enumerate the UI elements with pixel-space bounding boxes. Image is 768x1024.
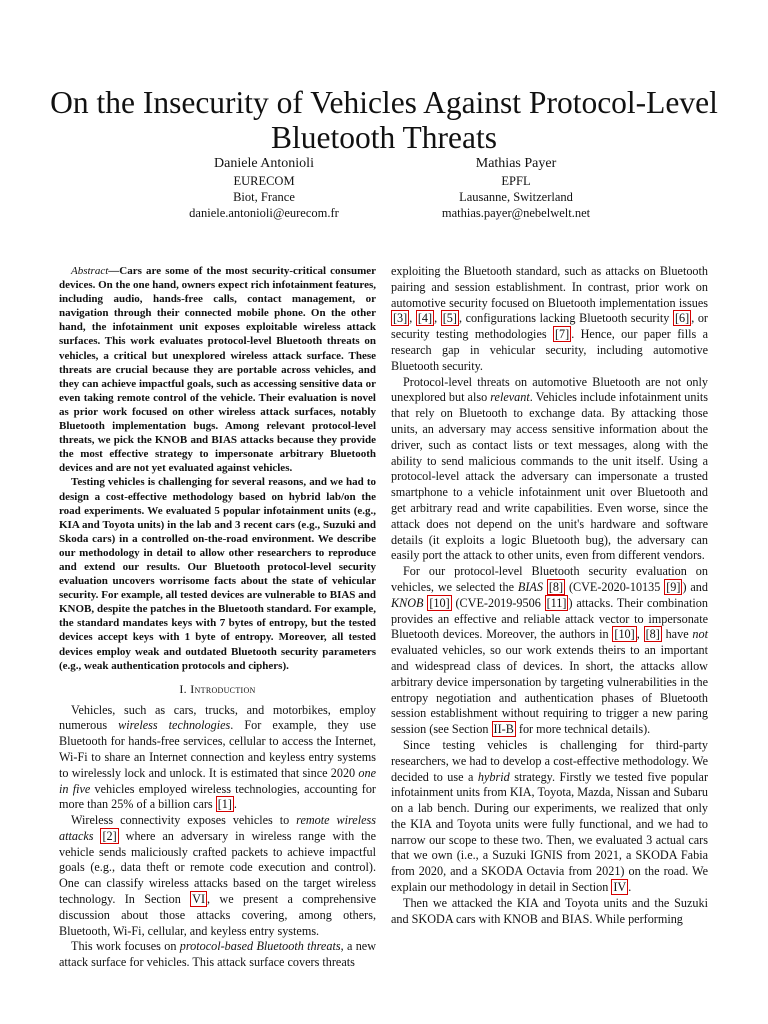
right-paragraph-3: For our protocol-level Bluetooth security evaluation on vehicles, we selected the BIAS [8] (CVE-2020-10135 [9] ) and KNOB [10] (CVE-2019-9506 [11] ) attacks. Their combination provides an effective and reliable attack vector to impersonate Bluetooth devices. Moreover, the authors in [10] , [8] have not evaluated vehicles, so our work extends theirs to an important and widespread class of devices. In short, the attacks allow arbitrary device impersonation by targeting vulnerabilities in the entropy negotiation and authentication phases of Bluetooth session establishment without requiring to trigger a new paring session (see Section II-B for more technical details). bbox=[391, 564, 708, 737]
author-email: mathias.payer@nebelwelt.net bbox=[441, 206, 591, 220]
citation-link[interactable]: [9] bbox=[666, 579, 681, 594]
citation-link[interactable]: [10] bbox=[614, 627, 635, 642]
author-name: Daniele Antonioli bbox=[214, 156, 314, 171]
right-paragraph-4: Since testing vehicles is challenging for third-party researchers, we had to develop a cost-effective methodology. We decided to use a hybrid strategy. Firstly we tested five popular infotainment units from KIA, Toyota, Mazda, Nissan and Subaru on a lab bench. During our experiments, we realized that only the KIA and Toyota units were fully functional, and we had to narrow our scope to these two. Then, we evaluated 3 actual cars that we own (i.e., a Suzuki IGNIS from 2021, a SKODA Fabia from 2020, and a SKODA Octavia from 2021) on the road. We explain our methodology in detail in Section IV . bbox=[391, 737, 709, 895]
citation-link[interactable]: [11] bbox=[546, 595, 567, 610]
author-email: daniele.antonioli@eurecom.fr bbox=[189, 206, 339, 220]
author-affiliation: EURECOM bbox=[233, 174, 295, 188]
author-affiliation: EPFL bbox=[501, 174, 531, 188]
author-location: Lausanne, Switzerland bbox=[459, 190, 573, 204]
abstract-text: Cars are some of the most security-critical consumer devices. On the one hand, owners expect rich infotainment features, including audio, hands-free calls, contact management, or navigation through their connected mobile phone. On the other hand, the infotainment unit exposes exploitable wireless attack surfaces. This work evaluates protocol-level Bluetooth threats on vehicles, a critical but unexplored wireless attack surface. These threats are crucial because they are portable across vehicles, and they can achieve impactful goals, such as accessing sensitive data or even taking remote control of the vehicle. Their evaluation is novel as prior work focused on other wireless attack surfaces, notably Bluetooth implementation bugs. Among relevant protocol-level threats, we pick the KNOB and BIAS attacks because they provide the most effective strategy to impersonate arbitrary Bluetooth devices and are not yet evaluated against vehicles. bbox=[59, 265, 376, 475]
author-location: Biot, France bbox=[233, 190, 295, 204]
abstract bbox=[59, 264, 376, 673]
citation-link[interactable]: [8] bbox=[548, 579, 564, 594]
right-column bbox=[391, 264, 708, 927]
citation-link[interactable]: [3] bbox=[393, 311, 408, 326]
abstract-label: Abstract bbox=[71, 265, 109, 277]
citation-link[interactable]: [4] bbox=[417, 311, 433, 326]
right-paragraph-5: Then we attacked the KIA and Toyota units and the Suzuki and SKODA cars with KNOB and BIAS. While performing bbox=[391, 895, 708, 926]
right-paragraph-2: Protocol-level threats on automotive Bluetooth are not only unexplored but also relevant. Vehicles include infotainment units that rely on Bluetooth to exchange data. By attacking those units, an adversary may access sensitive information about the driver, such as contact lists or text messages, along with the ability to send malicious commands to the unit itself. Using a protocol-level attack the adversary can impersonate a trusted smartphone to a vehicle infotainment unit over Bluetooth and get arbitrary read and write capabilities. Even worse, since the attack does not depend on the unit's hardware and software details (it exploits a logic Bluetooth bug), the adversary can easily port the attack to other units, even from different vendors. bbox=[391, 374, 708, 563]
citation-link[interactable]: [6] bbox=[674, 311, 690, 326]
abstract-dash: — bbox=[108, 265, 120, 277]
section-link[interactable]: IV bbox=[613, 880, 627, 895]
author-name: Mathias Payer bbox=[475, 156, 557, 171]
author-2 bbox=[366, 154, 666, 221]
abstract-paragraph-1 bbox=[59, 264, 376, 475]
intro-paragraph-2: Wireless connectivity exposes vehicles to remote wireless attacks [2] where an adversary in wireless range with the vehicle sends maliciously crafted packets to achieve impactful goals (e.g., data theft or remote code execution and control). One can classify wireless attacks based on the target wireless technology. In Section VI , we present a comprehensive discussion about those attacks covering, among others, Bluetooth, Wi-Fi, cellular, and keyless entry systems. bbox=[59, 813, 376, 938]
citation-link[interactable]: [5] bbox=[442, 311, 457, 326]
section-link[interactable]: II-B bbox=[493, 722, 514, 737]
section-link[interactable]: VI bbox=[192, 892, 206, 907]
intro-paragraph-1: Vehicles, such as cars, trucks, and motorbikes, employ numerous wireless technologies. For example, they use Bluetooth for hands-free services, cellular to access the Internet, Wi-Fi to share an Internet connection and keyless entry systems to wirelessly lock and unlock. It is estimated that since 2020 one in five vehicles employed wireless technologies, accounting for more than 25% of a billion cars [1] . bbox=[59, 702, 376, 812]
citation-link[interactable]: [7] bbox=[554, 327, 570, 342]
right-paragraph-1: exploiting the Bluetooth standard, such as attacks on Bluetooth pairing and session establishment. In contrast, prior work on automotive security focused on Bluetooth implementation issues [3] , [4] , [5] , configurations lacking Bluetooth security [6] , or security testing methodologies [7] . Hence, our paper fills a research gap in vehicular security, including automotive Bluetooth security. bbox=[391, 264, 708, 373]
left-column bbox=[59, 264, 376, 971]
paper-title: On the Insecurity of Vehicles Against Protocol-Level Bluetooth Threats bbox=[50, 85, 718, 156]
citation-link[interactable]: [10] bbox=[429, 595, 450, 610]
citation-link[interactable]: [2] bbox=[102, 828, 117, 843]
intro-paragraph-3: This work focuses on protocol-based Bluetooth threats, a new attack surface for vehicles. This attack surface covers threats bbox=[59, 939, 376, 970]
section-heading-introduction: I. Introduction bbox=[179, 681, 256, 696]
citation-link[interactable]: [8] bbox=[645, 627, 660, 642]
abstract-paragraph-2: Testing vehicles is challenging for several reasons, and we had to design a cost-effective methodology based on hybrid lab/on the road experiments. We evaluated 5 popular infotainment units (e.g., KIA and Toyota units) in the lab and 3 recent cars (e.g., Suzuki and Skoda cars) in a controlled on-the-road environment. We describe our methodology in detail to allow other researchers to reproduce and extend our results. Our Bluetooth protocol-level security evaluation uncovers worrisome facts about the state of vehicular security. For example, all tested devices are vulnerable to BIAS and KNOB, despite the patches in the Bluetooth standard. For example, the standard mandates keys with 7 bytes of entropy, but the tested devices accept keys with 1 byte of entropy. Moreover, all tested devices employ weak and outdated Bluetooth security parameters (e.g., weak authentication protocols and ciphers). bbox=[59, 476, 376, 672]
citation-link[interactable]: [1] bbox=[217, 797, 232, 812]
